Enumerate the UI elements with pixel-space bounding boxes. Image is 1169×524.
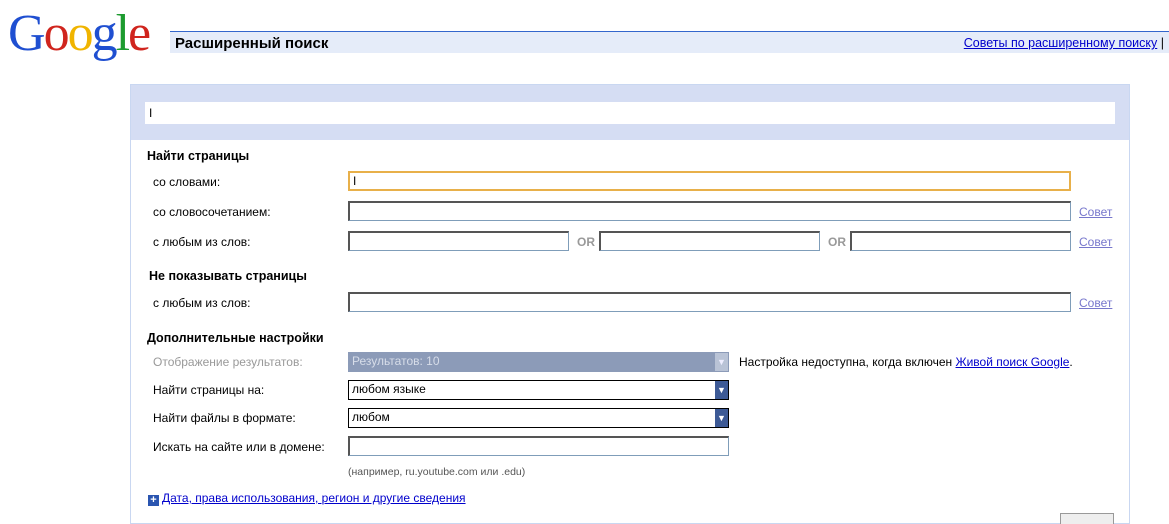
logo-letter: e	[128, 5, 150, 62]
filetype-select[interactable]	[348, 408, 729, 428]
dropdown-arrow-icon[interactable]: ▼	[715, 409, 728, 427]
advanced-search-panel	[130, 84, 1130, 524]
google-instant-link[interactable]: Живой поиск Google	[955, 355, 1070, 369]
any-words-input-2[interactable]	[599, 231, 820, 251]
results-note-end: .	[1069, 355, 1073, 369]
exclude-label: с любым из слов:	[153, 296, 251, 310]
any-words-input-1[interactable]	[348, 231, 569, 251]
filetype-value: любом	[352, 410, 390, 424]
title-bar	[170, 31, 1169, 53]
phrase-label: со словосочетанием:	[153, 205, 271, 219]
more-options-expander[interactable]	[148, 491, 466, 506]
more-options-link[interactable]: Дата, права использования, регион и другие сведения	[162, 491, 466, 505]
site-label: Искать на сайте или в домене:	[153, 440, 325, 454]
or-label: OR	[577, 235, 595, 249]
logo-letter: l	[115, 5, 129, 62]
page-title: Расширенный поиск	[175, 35, 329, 52]
all-words-input[interactable]	[348, 171, 1071, 191]
find-pages-heading: Найти страницы	[147, 149, 250, 163]
exclude-heading: Не показывать страницы	[149, 269, 307, 283]
advanced-search-tips-link[interactable]: Советы по расширенному поиску	[963, 36, 1158, 50]
results-count-value: Результатов: 10	[352, 354, 440, 368]
filetype-label: Найти файлы в формате:	[153, 411, 296, 425]
dropdown-arrow-icon: ▼	[715, 353, 728, 371]
plus-icon[interactable]: +	[148, 495, 159, 506]
exclude-hint-link[interactable]: Совет	[1079, 296, 1113, 310]
any-words-hint-link[interactable]: Совет	[1079, 235, 1113, 249]
logo-letter: G	[8, 5, 44, 62]
more-settings-heading: Дополнительные настройки	[147, 331, 324, 345]
language-label: Найти страницы на:	[153, 383, 265, 397]
search-button-edge[interactable]	[1060, 513, 1114, 524]
dropdown-arrow-icon[interactable]: ▼	[715, 381, 728, 399]
google-logo[interactable]	[8, 4, 149, 64]
results-count-select	[348, 352, 729, 372]
site-domain-input[interactable]	[348, 436, 729, 456]
query-preview: I	[145, 102, 1115, 124]
phrase-input[interactable]	[348, 201, 1071, 221]
logo-letter: o	[67, 5, 92, 62]
language-select[interactable]	[348, 380, 729, 400]
or-label: OR	[828, 235, 846, 249]
tips-area	[964, 36, 1164, 50]
logo-letter: o	[43, 5, 68, 62]
results-count-label: Отображение результатов:	[153, 355, 303, 369]
phrase-hint-link[interactable]: Совет	[1079, 205, 1113, 219]
tips-separator: |	[1160, 36, 1164, 50]
results-note-text: Настройка недоступна, когда включен	[739, 355, 956, 369]
logo-letter: g	[91, 5, 116, 62]
query-band	[131, 85, 1129, 140]
exclude-words-input[interactable]	[348, 292, 1071, 312]
any-words-label: с любым из слов:	[153, 235, 251, 249]
all-words-label: со словами:	[153, 175, 221, 189]
results-note	[739, 355, 1073, 369]
language-value: любом языке	[352, 382, 426, 396]
any-words-input-3[interactable]	[850, 231, 1071, 251]
site-example-text: (например, ru.youtube.com или .edu)	[348, 466, 526, 478]
